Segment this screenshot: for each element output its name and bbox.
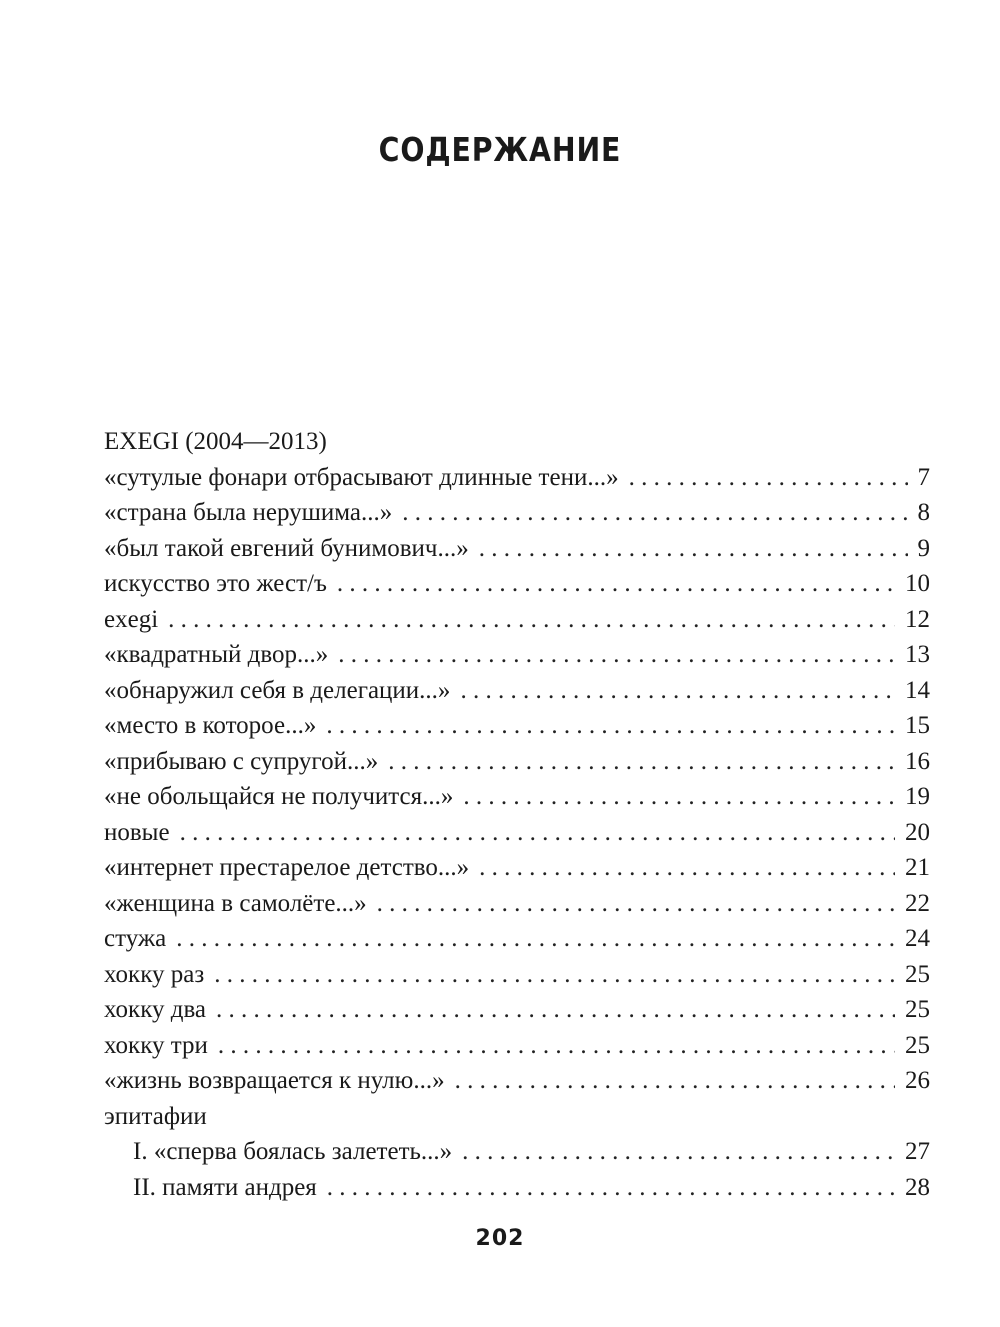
toc-entry-page: 14 — [905, 676, 930, 704]
toc-entry-page: 16 — [905, 747, 930, 775]
toc-entry-page: 13 — [905, 641, 930, 668]
toc-entry — [104, 886, 930, 922]
toc-entry — [104, 531, 930, 567]
toc-entry-title: стужа — [104, 925, 167, 952]
toc-entry-page: 7 — [917, 463, 930, 491]
toc-entry-page: 19 — [905, 783, 930, 810]
toc-entry — [104, 566, 930, 602]
toc-entry-title: «жизнь возвращается к нулю...» — [104, 1067, 445, 1094]
dot-leader — [377, 886, 895, 922]
page-number: 202 — [475, 1226, 525, 1251]
toc-entry-title: «сутулые фонари отбрасывают длинные тени...» — [104, 463, 619, 491]
toc-entry-title: «женщина в самолёте...» — [104, 889, 367, 917]
toc-entry-title: exegi — [104, 605, 159, 633]
toc-entry-title: I. «сперва боялась залететь...» — [133, 1138, 453, 1165]
dot-leader — [326, 708, 895, 744]
toc-entry-title: «место в которое...» — [104, 712, 317, 739]
toc-entry-title: хокку два — [104, 996, 207, 1023]
toc-entry — [104, 744, 930, 780]
toc-entry-page: 8 — [917, 499, 930, 526]
toc-entry-title: «квадратный двор...» — [104, 641, 329, 668]
toc-entry-page: 25 — [905, 960, 930, 988]
dot-leader — [168, 602, 895, 638]
dot-leader — [402, 495, 907, 531]
toc-entry-page: 22 — [905, 889, 930, 917]
dot-leader — [460, 673, 895, 709]
toc-entry — [104, 495, 930, 531]
dot-leader — [629, 460, 908, 496]
dot-leader — [327, 1170, 895, 1206]
dot-leader — [218, 1028, 895, 1064]
dot-leader — [388, 744, 895, 780]
toc-entry-page: 28 — [905, 1173, 930, 1201]
toc-entry-page: 20 — [905, 818, 930, 846]
table-of-contents — [104, 424, 930, 1205]
toc-entry — [104, 708, 930, 744]
toc-entry-page: 25 — [905, 996, 930, 1023]
toc-entry — [104, 779, 930, 815]
toc-entry-title: новые — [104, 818, 170, 846]
dot-leader — [479, 850, 895, 886]
toc-entry — [104, 992, 930, 1028]
dot-leader — [176, 921, 895, 957]
toc-sub-entry — [104, 1170, 930, 1206]
toc-entry-page: 24 — [905, 925, 930, 952]
dot-leader — [216, 992, 895, 1028]
toc-entry — [104, 637, 930, 673]
toc-entry-title: «был такой евгений бунимович...» — [104, 534, 469, 562]
toc-entry — [104, 460, 930, 496]
toc-entry-title: «прибываю с супругой...» — [104, 747, 379, 775]
dot-leader — [463, 779, 895, 815]
toc-section-heading: EXEGI (2004—2013) — [104, 428, 327, 455]
dot-leader — [337, 566, 895, 602]
toc-entry — [104, 921, 930, 957]
toc-entry-page: 26 — [905, 1067, 930, 1094]
toc-entry-title: «страна была нерушима...» — [104, 499, 393, 526]
toc-entry-page: 10 — [905, 570, 930, 597]
dot-leader — [214, 957, 895, 993]
dot-leader — [479, 531, 908, 567]
dot-leader — [180, 815, 895, 851]
toc-entry-page: 25 — [905, 1031, 930, 1059]
toc-entry-page: 12 — [905, 605, 930, 633]
toc-entry — [104, 850, 930, 886]
toc-entry — [104, 1063, 930, 1099]
dot-leader — [455, 1063, 895, 1099]
toc-entry-title: хокку три — [104, 1031, 208, 1059]
toc-entry-title: искусство это жест/ъ — [104, 570, 327, 597]
dot-leader — [338, 637, 895, 673]
toc-entry — [104, 673, 930, 709]
toc-sub-entry — [104, 1134, 930, 1170]
toc-entry — [104, 602, 930, 638]
toc-entry-page: 21 — [905, 854, 930, 881]
toc-subsection-heading: эпитафии — [104, 1102, 207, 1130]
dot-leader — [462, 1134, 895, 1170]
toc-entry-page: 9 — [917, 534, 930, 562]
toc-entry-title: «не обольщайся не получится...» — [104, 783, 454, 810]
toc-entry-title: «интернет престарелое детство...» — [104, 854, 470, 881]
toc-entry-title: хокку раз — [104, 960, 205, 988]
toc-entry-title: «обнаружил себя в делегации...» — [104, 676, 451, 704]
toc-entry-page: 15 — [905, 712, 930, 739]
toc-entry-title: II. памяти андрея — [133, 1173, 317, 1201]
toc-entry — [104, 815, 930, 851]
toc-entry — [104, 957, 930, 993]
toc-entry-page: 27 — [905, 1138, 930, 1165]
toc-entry — [104, 1028, 930, 1064]
page-title: СОДЕРЖАНИЕ — [378, 130, 622, 169]
